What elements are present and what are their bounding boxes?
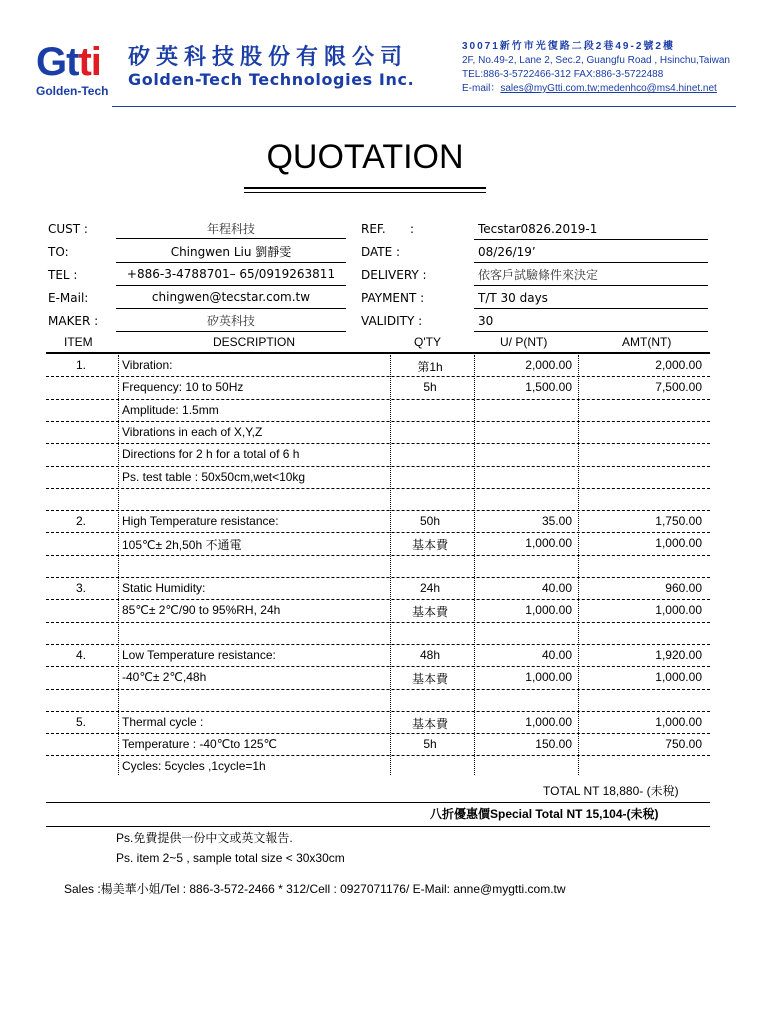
cell-desc: Directions for 2 h for a total of 6 h <box>122 447 300 462</box>
row-divider <box>46 555 710 556</box>
cell-desc: Static Humidity: <box>122 581 206 595</box>
column-divider <box>390 355 391 775</box>
ref-colon: : <box>410 222 415 236</box>
row-divider <box>46 488 710 489</box>
date-value: 08/26/19’ <box>478 245 536 259</box>
cell-desc: 85℃± 2℃/90 to 95%RH, 24h <box>122 603 281 618</box>
row-divider <box>46 510 710 511</box>
email-label: E-Mail: <box>48 291 89 305</box>
to-label: TO: <box>48 245 69 259</box>
cell-qty: 50h <box>419 514 441 529</box>
row-divider <box>46 376 710 377</box>
row-divider <box>46 532 710 533</box>
cell-desc: Ps. test table : 50x50cm,wet<10kg <box>122 469 306 484</box>
cell-desc: High Temperature resistance: <box>122 514 279 529</box>
cust-label: CUST : <box>48 222 88 236</box>
row-divider <box>46 466 710 467</box>
payment-value: T/T 30 days <box>478 291 548 305</box>
date-label: DATE : <box>361 245 401 259</box>
table-header-rule <box>46 352 710 354</box>
cell-up: 35.00 <box>541 514 572 529</box>
cell-up: 1,000.00 <box>525 670 572 685</box>
cell-qty: 基本費 <box>411 605 448 620</box>
to-value: Chingwen Liu 劉靜雯 <box>170 245 292 259</box>
maker-value: 矽英科技 <box>206 314 255 328</box>
maker-label: MAKER : <box>48 314 99 328</box>
row-divider <box>46 689 710 690</box>
company-email <box>462 82 730 96</box>
cell-amt: 1,000.00 <box>655 670 702 685</box>
row-divider <box>46 622 710 623</box>
row-divider <box>46 577 710 578</box>
header-item: ITEM <box>64 335 93 349</box>
page-title: QUOTATION <box>266 138 464 176</box>
email-underline <box>116 308 346 309</box>
date-topline <box>474 239 708 240</box>
cell-up: 40.00 <box>541 647 572 662</box>
row-divider <box>46 666 710 667</box>
cell-item: 2. <box>75 514 86 529</box>
tel-underline <box>116 285 346 286</box>
maker-underline <box>116 331 346 332</box>
row-divider <box>46 733 710 734</box>
cell-desc: 105℃± 2h,50h 不通電 <box>122 538 242 553</box>
cell-item: 4. <box>75 647 86 662</box>
cell-amt: 1,920.00 <box>655 647 702 662</box>
ref-label: REF. <box>361 222 386 236</box>
cell-amt: 1,000.00 <box>655 714 702 729</box>
title-underline <box>244 187 486 189</box>
cell-qty: 基本費 <box>411 716 448 731</box>
date-underline <box>474 262 708 263</box>
cell-desc: Cycles: 5cycles ,1cycle=1h <box>122 759 266 774</box>
note-report: Ps.免費提供一份中文或英文報告. <box>116 831 293 845</box>
table-bottom-rule <box>46 802 710 803</box>
header-divider <box>112 106 736 107</box>
column-divider <box>474 355 475 775</box>
company-address <box>462 40 730 96</box>
cell-up: 1,000.00 <box>525 603 572 618</box>
email-value: chingwen@tecstar.com.tw <box>151 290 311 304</box>
row-divider <box>46 711 710 712</box>
delivery-label: DELIVERY : <box>361 268 427 282</box>
cell-amt: 960.00 <box>665 581 702 595</box>
validity-label: VALIDITY : <box>361 314 423 328</box>
cell-desc: Vibration: <box>122 358 173 372</box>
cell-qty: 第1h <box>417 360 443 374</box>
logo-subtitle: Golden-Tech <box>36 84 109 98</box>
cell-desc: Low Temperature resistance: <box>122 647 276 662</box>
column-divider <box>578 355 579 775</box>
cust-underline <box>116 238 346 239</box>
cell-desc: -40℃± 2℃,48h <box>122 670 207 685</box>
address-en: 2F, No.49-2, Lane 2, Sec.2, Guangfu Road , Hsinchu,Taiwan <box>462 55 730 66</box>
header-amount: AMT(NT) <box>622 335 672 349</box>
cell-amt: 1,000.00 <box>655 536 702 551</box>
cell-amt: 750.00 <box>665 737 702 752</box>
cell-desc: Thermal cycle : <box>122 714 204 729</box>
cell-desc: Vibrations in each of X,Y,Z <box>122 424 263 439</box>
special-total: 八折優惠價Special Total NT 15,104-(未稅) <box>430 807 659 821</box>
header-qty: Q'TY <box>414 335 441 349</box>
logo-gt: Gt <box>36 40 79 84</box>
header-description: DESCRIPTION <box>213 335 296 349</box>
tel-value: +886-3-4788701– 65/0919263811 <box>126 267 336 281</box>
tel-label: TEL : <box>48 268 78 282</box>
cell-amt: 7,500.00 <box>655 380 702 395</box>
row-divider <box>46 399 710 400</box>
cell-desc: Amplitude: 1.5mm <box>122 402 219 417</box>
cell-amt: 1,000.00 <box>655 603 702 618</box>
company-email-link[interactable]: sales@myGtti.com.tw;medenhco@ms4.hinet.net <box>500 83 717 94</box>
special-total-rule <box>46 826 710 827</box>
company-logo <box>36 40 116 100</box>
delivery-underline <box>474 285 708 286</box>
row-divider <box>46 421 710 422</box>
cell-qty: 48h <box>419 647 441 662</box>
cell-desc: Temperature : -40℃to 125℃ <box>122 737 278 752</box>
cust-value: 年程科技 <box>206 222 255 236</box>
row-divider <box>46 599 710 600</box>
delivery-value: 依客戶試驗條件來決定 <box>478 268 599 282</box>
logo-wordmark <box>36 40 116 84</box>
title-underline-thin <box>244 192 486 193</box>
cell-item: 5. <box>75 714 86 729</box>
cell-up: 1,000.00 <box>525 714 572 729</box>
cell-amt: 2,000.00 <box>655 358 702 372</box>
cell-qty: 24h <box>419 581 441 595</box>
cell-qty: 基本費 <box>411 672 448 687</box>
cell-up: 1,500.00 <box>525 380 572 395</box>
sales-contact: Sales :楊美華小姐/Tel : 886-3-572-2466 * 312/Cell : 0927071176/ E-Mail: anne@mygtti.com.tw <box>64 882 566 896</box>
row-divider <box>46 443 710 444</box>
cell-qty: 5h <box>423 737 437 752</box>
cell-item: 3. <box>75 581 86 595</box>
payment-underline <box>474 308 708 309</box>
validity-underline <box>474 331 708 332</box>
cell-up: 150.00 <box>535 737 572 752</box>
tel-fax: TEL:886-3-5722466-312 FAX:886-3-5722488 <box>462 69 664 80</box>
to-underline <box>116 262 346 263</box>
cell-desc: Frequency: 10 to 50Hz <box>122 380 244 395</box>
cell-amt: 1,750.00 <box>655 514 702 529</box>
row-divider <box>46 644 710 645</box>
cell-up: 2,000.00 <box>525 358 572 372</box>
address-cn: 30071新竹市光復路二段2巷49-2號2樓 <box>462 41 675 52</box>
cell-up: 40.00 <box>541 581 572 595</box>
total: TOTAL NT 18,880- (未稅) <box>543 784 679 798</box>
validity-value: 30 <box>478 314 494 328</box>
cell-qty: 5h <box>423 380 437 395</box>
row-divider <box>46 755 710 756</box>
ref-value: Tecstar0826.2019-1 <box>478 222 598 236</box>
logo-ti: ti <box>78 40 101 84</box>
payment-label: PAYMENT : <box>361 291 425 305</box>
note-sample-size: Ps. item 2~5 , sample total size < 30x30cm <box>116 851 345 865</box>
cell-up: 1,000.00 <box>525 536 572 551</box>
cell-qty: 基本費 <box>411 538 448 553</box>
column-divider <box>118 355 119 775</box>
header-unit-price: U/ P(NT) <box>500 335 548 349</box>
cell-item: 1. <box>75 358 86 372</box>
company-name-cn: 矽英科技股份有限公司 <box>128 44 409 70</box>
company-email-label: E-mail： <box>462 83 501 94</box>
company-name-en: Golden-Tech Technologies Inc. <box>128 70 415 89</box>
